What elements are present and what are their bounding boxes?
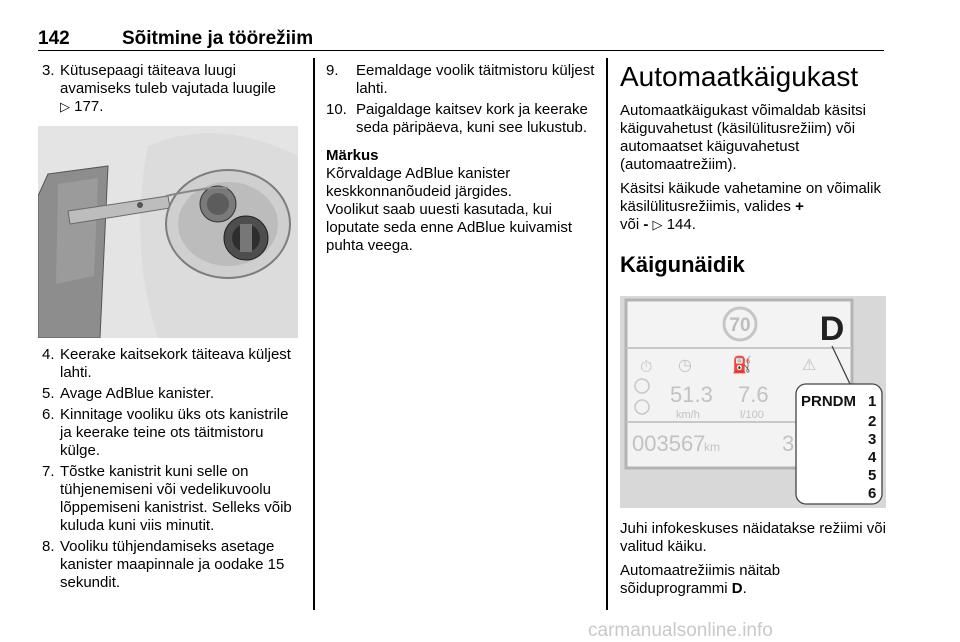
page-number: 142 <box>38 28 70 49</box>
step-text: Kütusepaagi täiteava luugi avamiseks tuleb vajutada luugile <box>60 62 276 97</box>
step-number: 5. <box>42 385 55 402</box>
instrument-cluster-illustration <box>620 296 886 508</box>
step-text: Tõstke kanistrit kuni selle on tühjenemiseni või vedelikuvoolu lõppemiseni kanistrist. Selleks võib kuluda kuni viis minutit. <box>60 463 292 534</box>
speedometer-icon: ◷ <box>678 357 692 374</box>
minus-symbol: - <box>643 216 649 233</box>
gear-number: 3 <box>868 431 877 448</box>
gear-positions: PRNDM <box>801 393 856 410</box>
note-block <box>326 147 596 255</box>
gear-number: 4 <box>868 449 877 466</box>
paragraph-text: . <box>742 580 747 597</box>
consumption-unit: l/100 <box>740 409 764 421</box>
fuel-filler-illustration <box>38 126 298 338</box>
fuel-icon: ⛽ <box>732 357 752 374</box>
step-text: Keerake kaitsekork täiteava küljest lahti. <box>60 346 291 381</box>
paragraph <box>620 180 886 234</box>
consumption-value: 7.6 <box>738 382 769 407</box>
list-item <box>38 538 300 592</box>
speed-limit-value: 70 <box>729 315 751 336</box>
clock-icon: ⏱ <box>640 359 653 376</box>
page-ref-link[interactable]: 144. <box>666 216 696 233</box>
gear-indicator-figure <box>620 296 886 508</box>
paragraph-text: Automaatrežiimis näitab sõiduprogrammi <box>620 562 781 597</box>
list-item <box>38 385 300 403</box>
step-text: Kinnitage vooliku üks ots kanistrile ja keerake teine ots täitmistoru külge. <box>60 406 289 459</box>
page-ref-icon: ▷ <box>652 217 663 232</box>
list-item <box>38 406 300 460</box>
odometer-unit: km <box>704 440 720 454</box>
column-middle <box>326 62 596 255</box>
paragraph <box>620 562 886 598</box>
paragraph: Juhi infokeskuses näidatakse režiimi või valitud käiku. <box>620 520 886 555</box>
column-right <box>620 60 886 278</box>
step-number: 3. <box>42 62 55 79</box>
running-title: Sõitmine ja töörežiim <box>122 28 314 49</box>
column-divider <box>313 58 315 610</box>
list-item <box>38 346 300 382</box>
drive-mode-letter: D <box>731 580 743 597</box>
watermark: carmanualsonline.info <box>588 620 773 641</box>
plus-symbol: + <box>795 198 804 215</box>
note-text: Voolikut saab uuesti kasutada, kui loputate seda enne AdBlue kuivamist puhta veega. <box>326 201 572 254</box>
step-number: 6. <box>42 406 55 423</box>
gear-number: 5 <box>868 467 877 484</box>
note-text: Kõrvaldage AdBlue kanister keskkonnanõudeid järgides. <box>326 165 512 200</box>
list-item <box>326 62 596 98</box>
step-list <box>326 62 596 137</box>
subsection-title: Käigunäidik <box>620 252 745 277</box>
gear-number: 1 <box>868 393 877 410</box>
paragraph-text: või <box>620 216 640 233</box>
step-text: Paigaldage kaitsev kork ja keerake seda päripäeva, kuni see lukustub. <box>356 101 588 136</box>
step-text: Avage AdBlue kanister. <box>60 385 214 402</box>
gear-number: 6 <box>868 485 877 502</box>
step-number: 10. <box>326 101 347 118</box>
step-number: 7. <box>42 463 55 480</box>
note-title: Märkus <box>326 147 379 164</box>
warning-icon: ⚠ <box>802 357 817 374</box>
fuel-filler-figure <box>38 126 298 338</box>
column-divider <box>606 58 608 610</box>
list-item <box>38 463 300 535</box>
gear-number: 2 <box>868 413 877 430</box>
step-text: Eemaldage voolik täitmistoru küljest lahti. <box>356 62 595 97</box>
list-item <box>38 62 300 116</box>
trip-digit: 3 <box>782 431 795 456</box>
column-left-lower <box>38 346 300 595</box>
odometer-value: 003567 <box>632 431 706 456</box>
step-list <box>38 62 300 116</box>
page-ref-icon: ▷ <box>60 99 70 114</box>
step-number: 9. <box>326 62 339 79</box>
step-list <box>38 346 300 592</box>
step-number: 4. <box>42 346 55 363</box>
column-right-lower <box>620 520 886 604</box>
paragraph: Automaatkäigukast võimaldab käsitsi käiguvahetust (käsilülitusrežiim) või automaatset käiguvahetust (automaatrežiim). <box>620 102 866 173</box>
step-number: 8. <box>42 538 55 555</box>
section-title: Automaatkäigukast <box>620 61 859 92</box>
step-text: Vooliku tühjendamiseks asetage kanister maapinnale ja oodake 15 sekundit. <box>60 538 285 591</box>
page-header <box>38 12 884 51</box>
gear-letter: D <box>819 310 845 348</box>
column-left <box>38 62 300 116</box>
fuel-unit: km/h <box>676 409 700 421</box>
list-item <box>326 101 596 137</box>
page-ref-link[interactable]: 177. <box>74 98 104 115</box>
fuel-value: 51.3 <box>670 382 713 407</box>
paragraph-text: Käsitsi käikude vahetamine on võimalik käsilülitusrežiimis, valides <box>620 180 881 215</box>
